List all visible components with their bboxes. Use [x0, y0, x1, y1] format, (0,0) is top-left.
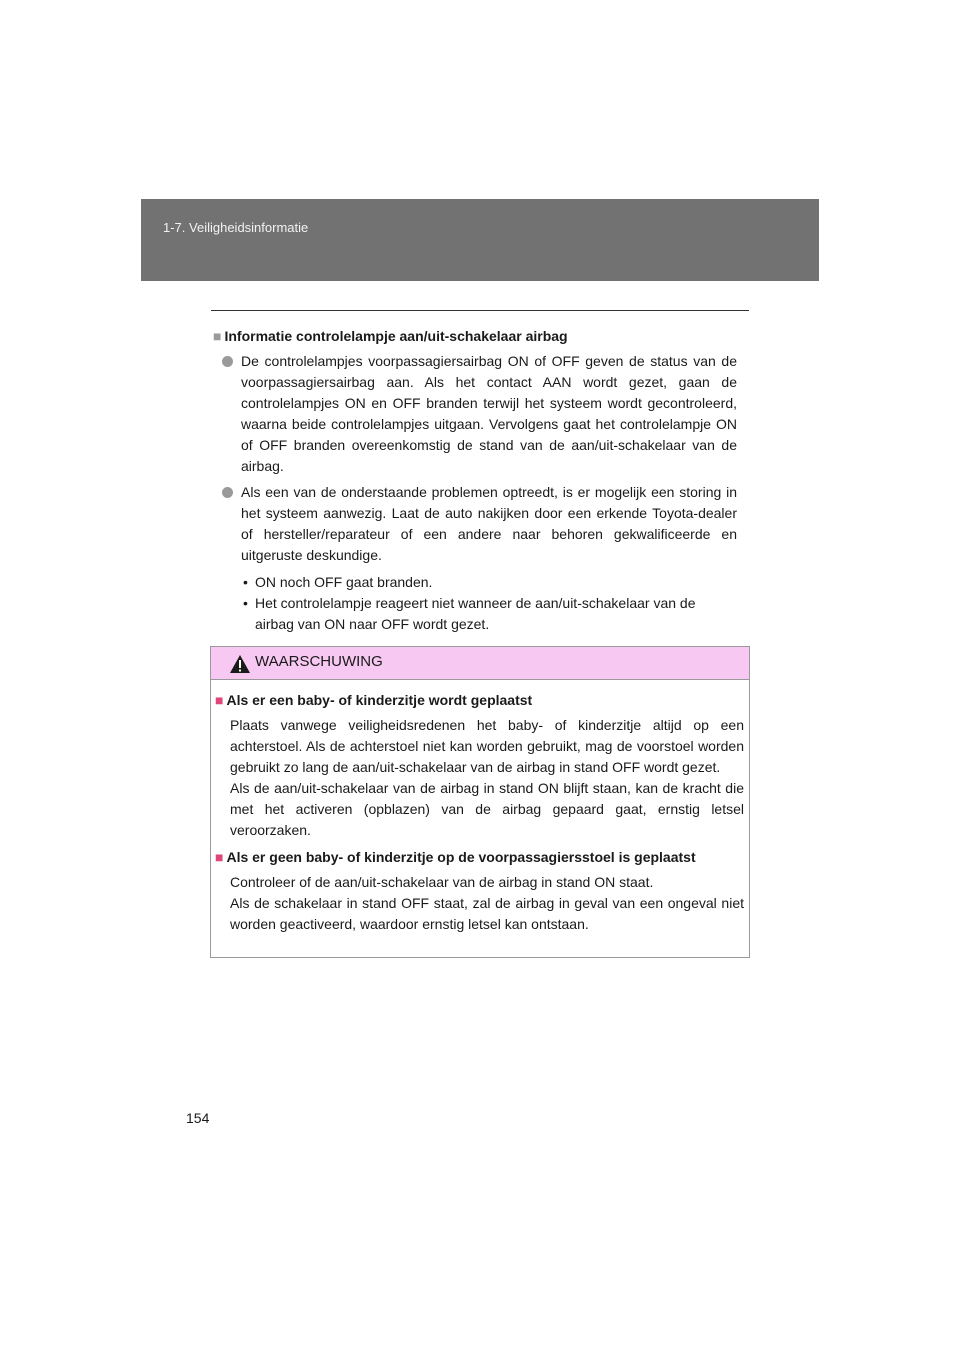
- warning-subheading: [215, 690, 744, 711]
- info-heading: [213, 326, 751, 347]
- round-bullet-icon: [222, 356, 233, 367]
- info-heading-text: Informatie controlelampje aan/uit-schakelaar airbag: [224, 328, 568, 344]
- round-bullet-icon: [222, 487, 233, 498]
- warning-subheading: [215, 847, 744, 868]
- warning-triangle-icon: [229, 654, 251, 674]
- sub-list-item-text: Het controlelampje reageert niet wanneer de aan/uit-schakelaar van de airbag van ON naar OFF wordt gezet.: [255, 595, 696, 632]
- warning-text: Controleer of de aan/uit-schakelaar van de airbag in stand ON staat.: [230, 874, 654, 890]
- warning-text: Plaats vanwege veiligheidsredenen het baby- of kinderzitje altijd op een achterstoel. Als de achterstoel niet kan worden gebruikt, mag de voorstoel worden gebruikt zo lang de aan/uit-schakelaar van de airbag in stand OFF wordt gezet.: [230, 717, 744, 775]
- square-bullet-icon: ■: [215, 692, 224, 708]
- warning-box: [210, 646, 750, 958]
- section-title: 1-7. Veiligheidsinformatie: [163, 220, 309, 235]
- warning-subheading-text: Als er een baby- of kinderzitje wordt geplaatst: [226, 692, 533, 708]
- dot-bullet-icon: •: [243, 595, 248, 611]
- list-item-text: Als een van de onderstaande problemen optreedt, is er mogelijk een storing in het systeem aanwezig. Laat de auto nakijken door een erkende Toyota-dealer of hersteller/reparateur of een andere naar behoren gekwalificeerde en uitgeruste deskundige.: [241, 484, 737, 563]
- warning-text: Als de aan/uit-schakelaar van de airbag in stand ON blijft staan, kan de kracht die met het activeren (opblazen) van de airbag gepaard gaat, ernstig letsel veroorzaken.: [230, 780, 744, 838]
- sub-list-item: [211, 593, 751, 635]
- warning-text: Als de schakelaar in stand OFF staat, zal de airbag in geval van een ongeval niet worden geactiveerd, waardoor ernstig letsel kan ontstaan.: [230, 895, 744, 932]
- warning-paragraph: [215, 715, 744, 841]
- list-item-text: De controlelampjes voorpassagiersairbag ON of OFF geven de status van de voorpassagiersairbag aan. Als het contact AAN wordt gezet, gaan de controlelampjes ON en OFF branden terwijl het systeem wordt gecontroleerd, waarna beide controlelampjes uitgaan. Vervolgens gaat het controlelampje ON of OFF branden overeenkomstig de stand van de aan/uit-schakelaar van de airbag.: [241, 353, 737, 474]
- list-item: [211, 482, 751, 566]
- divider: [211, 310, 749, 311]
- square-bullet-icon: ■: [213, 328, 222, 344]
- warning-header: [211, 647, 749, 680]
- info-section: [211, 326, 751, 635]
- sub-list-item: [211, 572, 751, 593]
- square-bullet-icon: ■: [215, 849, 224, 865]
- sub-list-item-text: ON noch OFF gaat branden.: [255, 574, 433, 590]
- section-header: [141, 199, 819, 281]
- warning-paragraph: [215, 872, 744, 935]
- list-item: [211, 351, 751, 477]
- page-number: 154: [186, 1110, 210, 1126]
- warning-title: WAARSCHUWING: [255, 653, 383, 670]
- warning-body: [211, 680, 749, 935]
- dot-bullet-icon: •: [243, 574, 248, 590]
- warning-subheading-text: Als er geen baby- of kinderzitje op de voorpassagiersstoel is geplaatst: [226, 849, 696, 865]
